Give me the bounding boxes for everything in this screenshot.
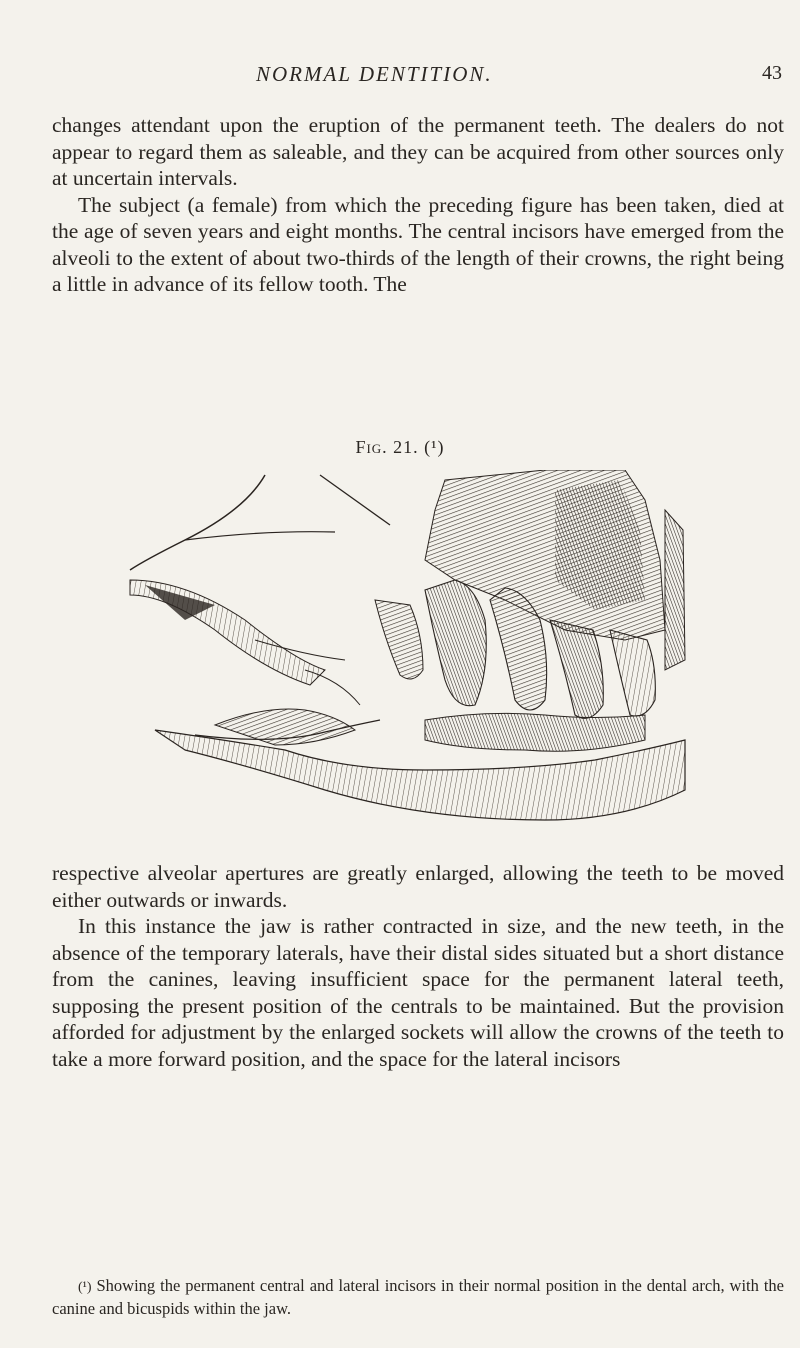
body-text-top bbox=[52, 112, 784, 298]
jaw-engraving-illustration bbox=[125, 470, 690, 830]
paragraph: respective alveolar apertures are greatly enlarged, allowing the teeth to be moved either outwards or inwards. bbox=[52, 861, 784, 912]
figure-caption: Fig. 21. (¹) bbox=[355, 437, 445, 457]
body-text-bottom bbox=[52, 860, 784, 1072]
footnote-marker: (¹) bbox=[78, 1280, 92, 1295]
running-title: NORMAL DENTITION. bbox=[256, 62, 493, 86]
paragraph: changes attendant upon the eruption of the permanent teeth. The dealers do not appear to regard them as saleable, and they can be acquired from other sources only at uncertain intervals. bbox=[52, 113, 784, 190]
footnote bbox=[52, 1275, 784, 1319]
running-head bbox=[0, 62, 800, 96]
footnote-text: Showing the permanent central and lateral incisors in their normal position in the dental arch, with the canine and bicuspids within the jaw. bbox=[52, 1276, 784, 1318]
page-number: 43 bbox=[762, 62, 782, 84]
paragraph: In this instance the jaw is rather contracted in size, and the new teeth, in the absence of the temporary laterals, have their distal sides situated but a short distance from the canines, leaving insufficient space for the permanent lateral teeth, supposing the present position of the centrals to be maintained. But the provision afforded for adjustment by the enlarged sockets will allow the crowns of the teeth to take a more forward position, and the space for the lateral incisors bbox=[52, 914, 784, 1071]
paragraph: The subject (a female) from which the preceding figure has been taken, died at the age of seven years and eight months. The central incisors have emerged from the alveoli to the extent of about two-thirds of the length of their crowns, the right being a little in advance of its fellow tooth. The bbox=[52, 192, 784, 296]
figure-engraving bbox=[125, 470, 690, 830]
